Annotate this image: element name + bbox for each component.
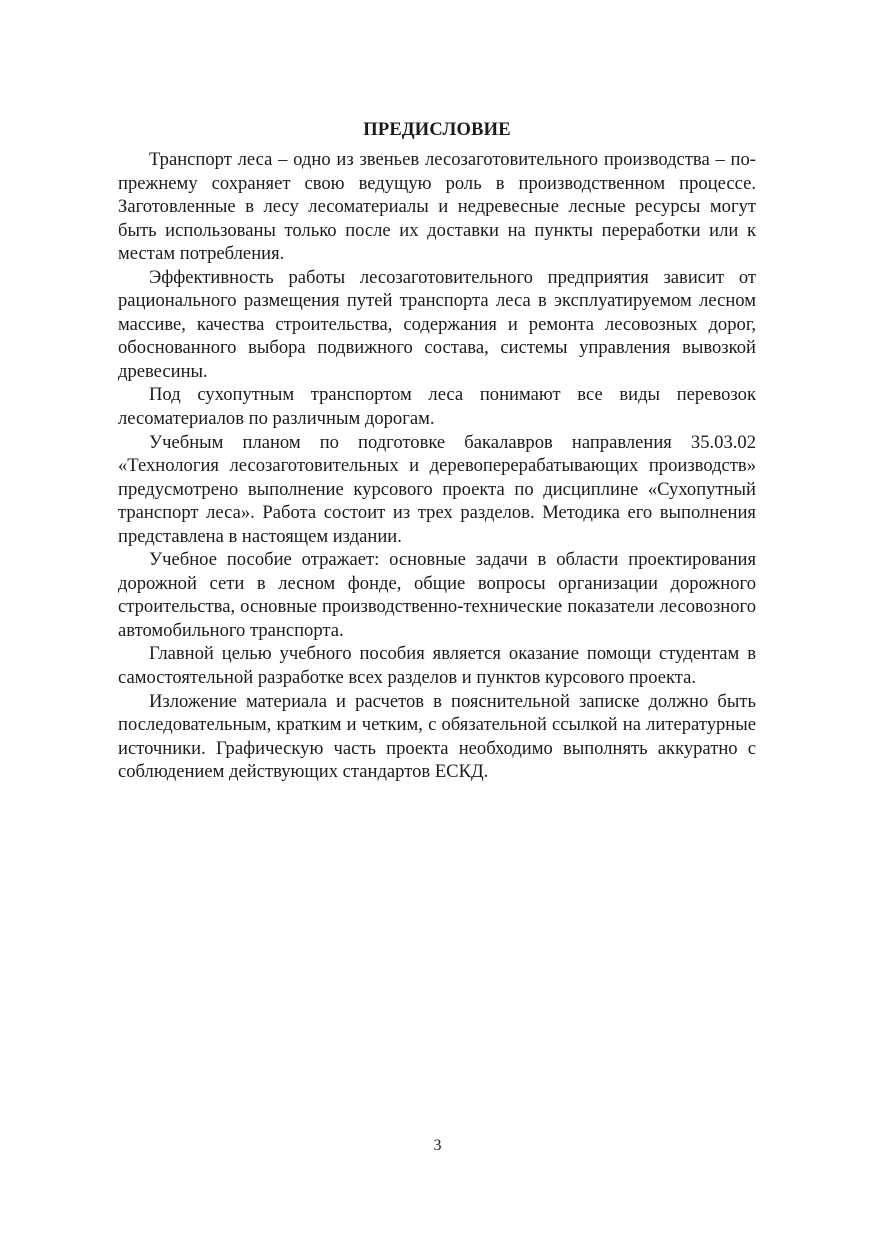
- document-page: [118, 118, 756, 784]
- paragraph-4: Учебным планом по подготовке бакалавров направления 35.03.02 «Технология лесозаготовительных и деревоперерабатывающих производств» предусмотрено выполнение курсового проекта по дисциплине «Сухопутный транспорт леса». Работа состоит из трех разделов. Методика его выполнения представлена в настоящем издании.: [118, 431, 756, 547]
- paragraph-5: Учебное пособие отражает: основные задачи в области проектирования дорожной сети в лесном фонде, общие вопросы организации дорожного строительства, основные производственно-технические показатели лесовозного автомобильного транспорта.: [118, 549, 756, 641]
- paragraph-3: Под сухопутным транспортом леса понимают все виды перевозок лесоматериалов по различным дорогам.: [118, 384, 756, 430]
- paragraph-1: Транспорт леса – одно из звеньев лесозаготовительного производства – по-прежнему сохраняет свою ведущую роль в производственном процессе. Заготовленные в лесу лесоматериалы и недревесные лесные ресурсы могут быть использованы только после их доставки на пункты переработки или к местам потребления.: [118, 149, 756, 265]
- paragraph-6: Главной целью учебного пособия является оказание помощи студентам в самостоятельной разработке всех разделов и пунктов курсового проекта.: [118, 643, 756, 689]
- page-number: 3: [433, 1137, 442, 1154]
- page-title: ПРЕДИСЛОВИЕ: [363, 120, 511, 140]
- paragraph-7: Изложение материала и расчетов в пояснительной записке должно быть последовательным, кратким и четким, с обязательной ссылкой на литературные источники. Графическую часть проекта необходимо выполнять аккуратно с соблюдением действующих стандартов ЕСКД.: [118, 690, 756, 783]
- paragraph-2: Эффективность работы лесозаготовительного предприятия зависит от рационального размещения путей транспорта леса в эксплуатируемом лесном массиве, качества строительства, содержания и ремонта лесовозных дорог, обоснованного выбора подвижного состава, системы управления вывозкой древесины.: [118, 266, 756, 382]
